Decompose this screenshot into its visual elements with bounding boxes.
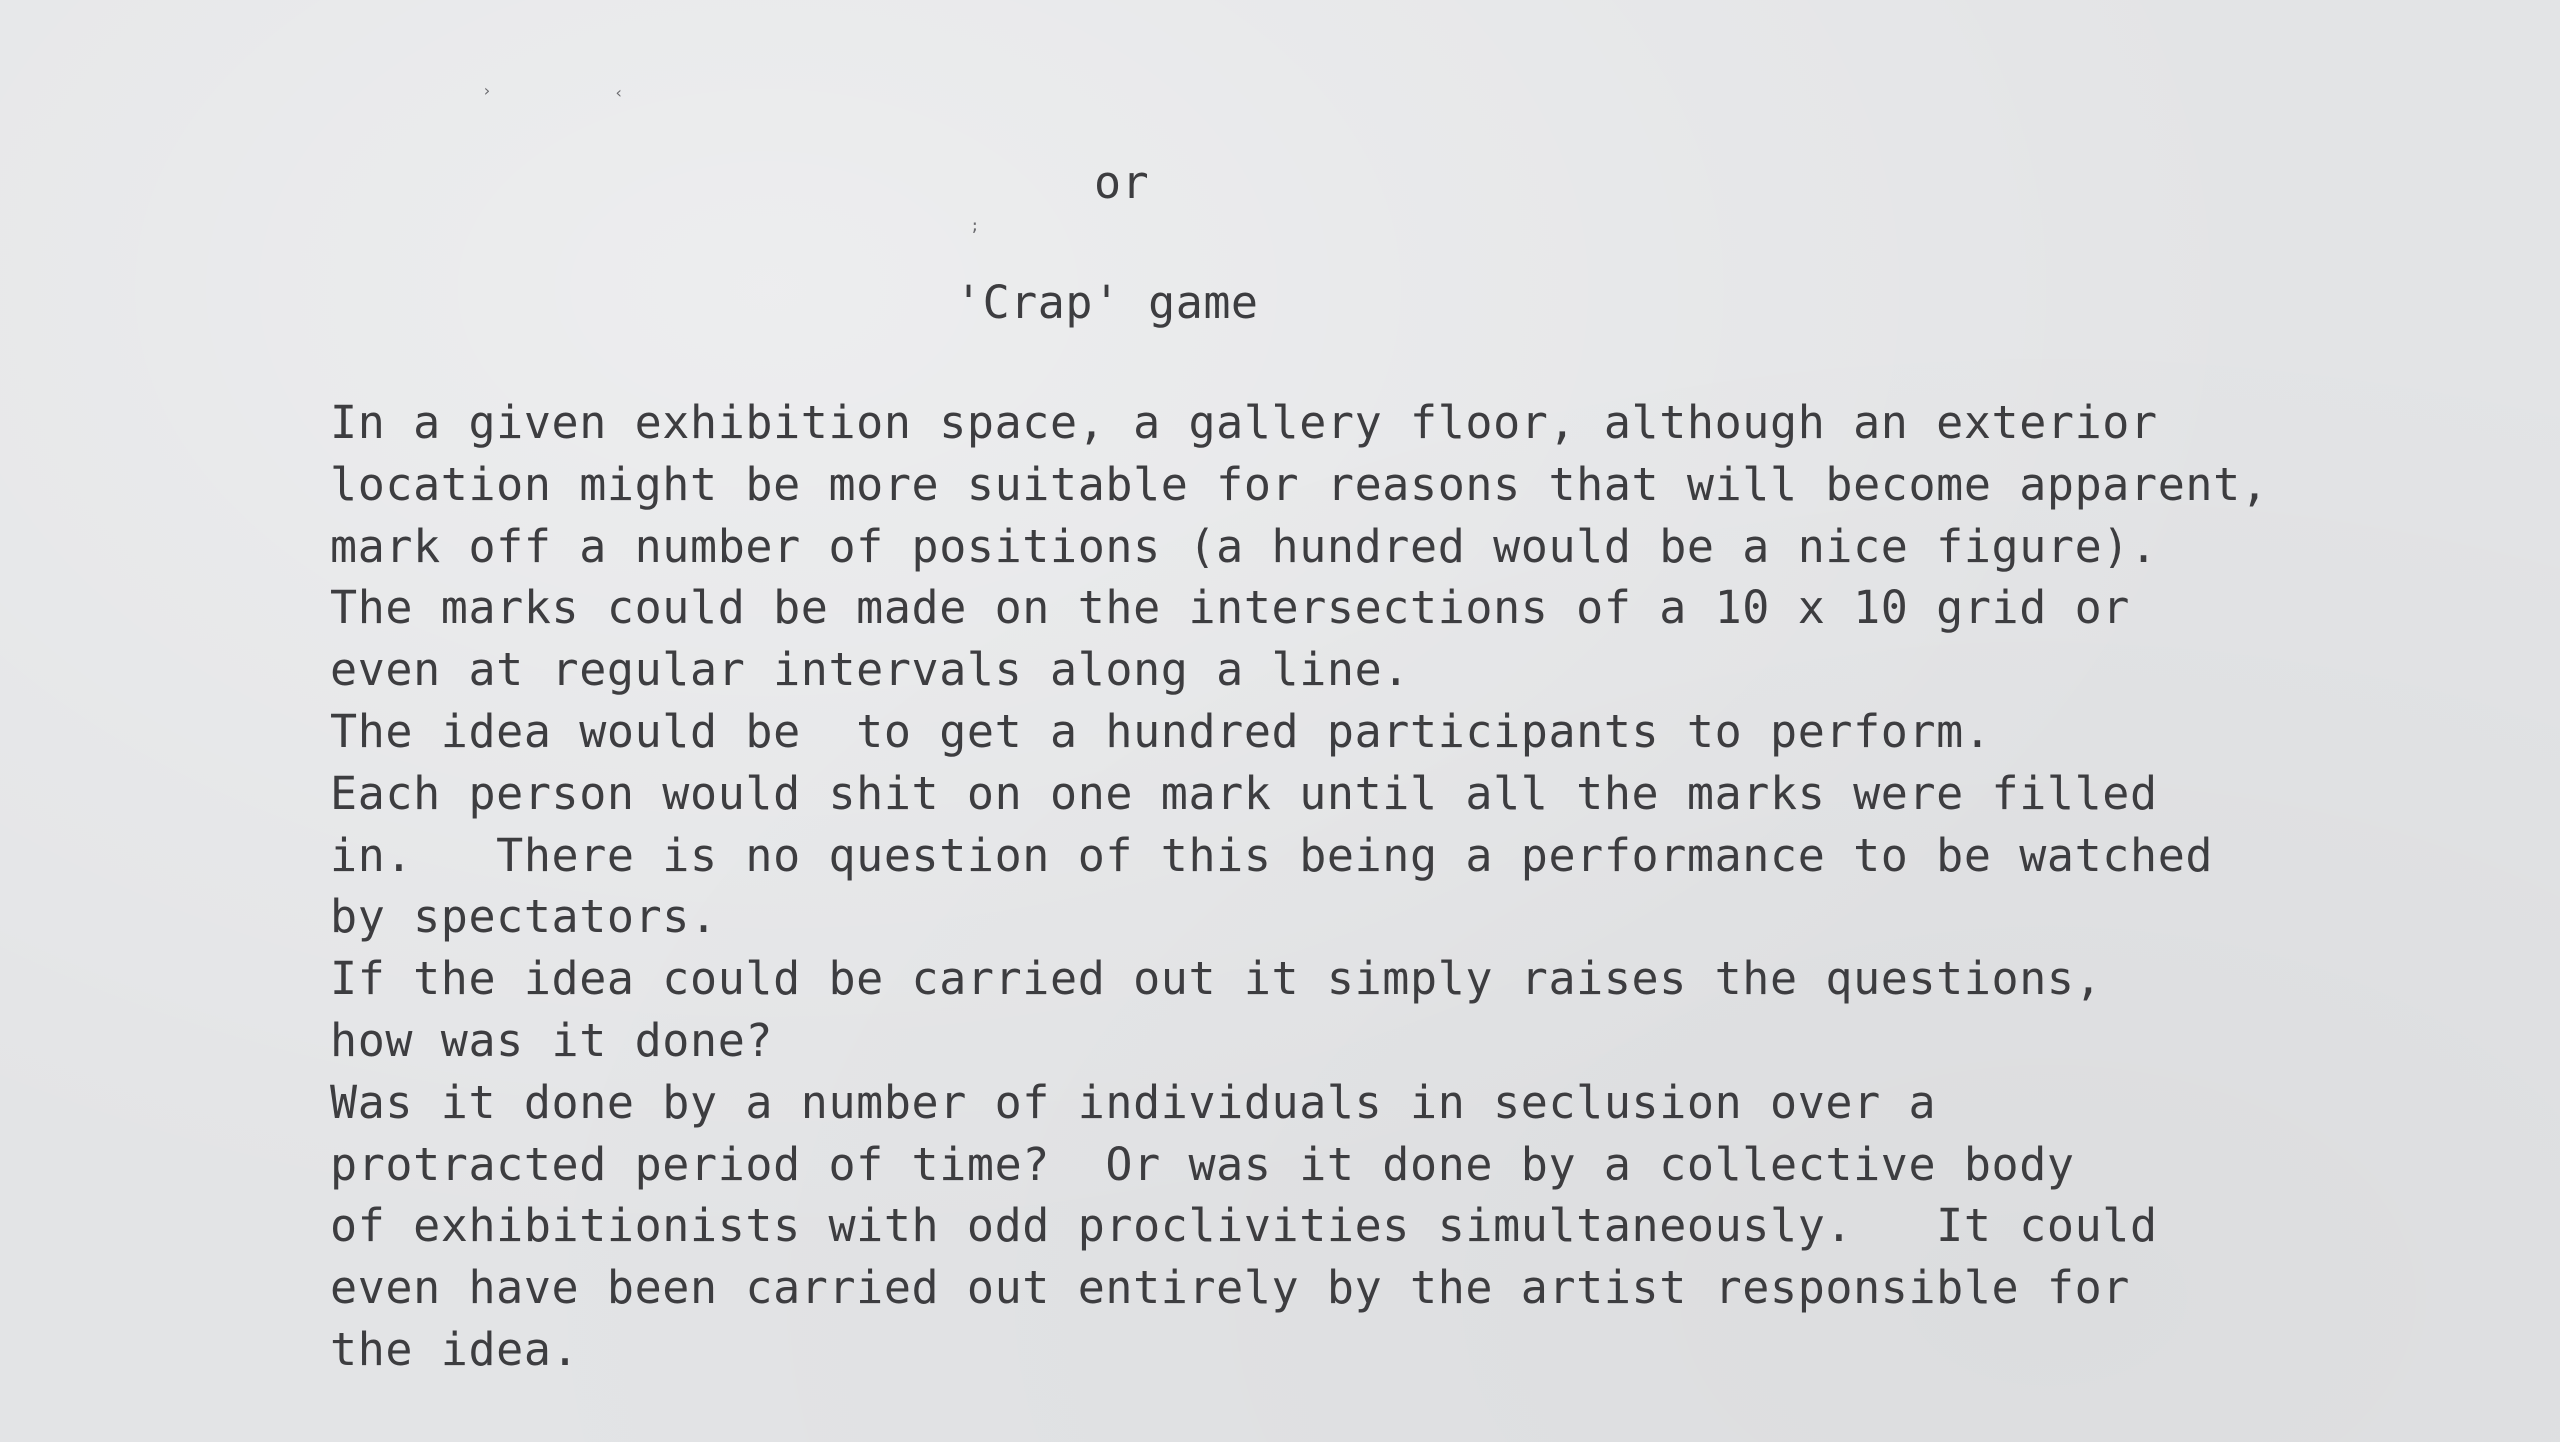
body-text — [330, 392, 2330, 1381]
text-line: mark off a number of positions (a hundred would be a nice figure). — [330, 519, 2158, 573]
text-line: how was it done? — [330, 1013, 774, 1067]
text-line: even have been carried out entirely by the artist responsible for — [330, 1261, 2130, 1315]
text-line: protracted period of time? Or was it done by a collective body — [330, 1137, 2075, 1191]
text-line: If the idea could be carried out it simply raises the questions, — [330, 952, 2103, 1006]
typewriter-mark: ‹ — [614, 83, 624, 102]
text-line: The marks could be made on the intersections of a 10 x 10 grid or — [330, 581, 2130, 635]
typewriter-mark: ; — [970, 216, 980, 235]
text-line: of exhibitionists with odd proclivities simultaneously. It could — [330, 1199, 2158, 1253]
text-line: location might be more suitable for reasons that will become apparent, — [330, 457, 2269, 511]
text-line: by spectators. — [330, 890, 718, 944]
text-line: Each person would shit on one mark until all the marks were filled — [330, 766, 2158, 820]
text-line: Was it done by a number of individuals in seclusion over a — [330, 1075, 1937, 1129]
text-line: even at regular intervals along a line. — [330, 643, 1410, 697]
text-line: in. There is no question of this being a performance to be watched — [330, 828, 2214, 882]
typewriter-mark: › — [482, 81, 492, 100]
text-line: The idea would be to get a hundred participants to perform. — [330, 704, 1992, 758]
text-line: In a given exhibition space, a gallery floor, although an exterior — [330, 396, 2158, 449]
document-title: 'Crap' game — [955, 276, 1259, 329]
text-line: the idea. — [330, 1322, 580, 1376]
heading-or: or — [1094, 156, 1150, 209]
